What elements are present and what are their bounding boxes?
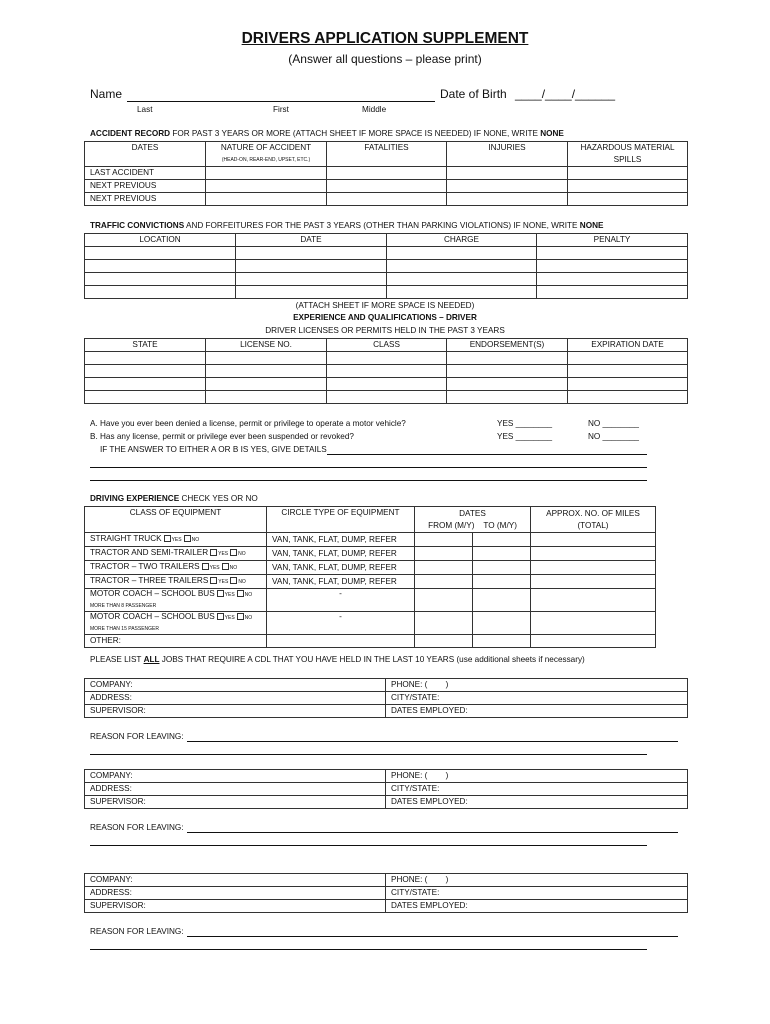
job-table xyxy=(84,678,688,718)
accident-cell[interactable] xyxy=(206,180,327,193)
yes-checkbox[interactable] xyxy=(164,535,171,542)
licenses-col-expiration: EXPIRATION DATE xyxy=(568,339,688,352)
accident-col-fatalities: FATALITIES xyxy=(327,142,447,167)
driving-cell[interactable] xyxy=(473,589,531,612)
accident-col-hazmat-label: HAZARDOUS MATERIAL xyxy=(580,143,675,152)
no-checkbox[interactable] xyxy=(237,590,244,597)
accident-row-label: NEXT PREVIOUS xyxy=(85,180,206,193)
details-line[interactable] xyxy=(90,480,647,481)
dob-label: Date of Birth xyxy=(440,87,507,101)
licenses-cell[interactable] xyxy=(568,352,688,365)
driving-cell[interactable] xyxy=(473,561,531,575)
driving-cell[interactable] xyxy=(473,612,531,635)
no-checkbox[interactable] xyxy=(230,549,237,556)
driving-col-dates-sub: FROM (M/Y) TO (M/Y) xyxy=(428,520,517,530)
driving-row xyxy=(85,533,656,547)
driving-cell[interactable] xyxy=(473,635,531,648)
licenses-cell[interactable] xyxy=(447,365,568,378)
job-reason-line[interactable] xyxy=(90,845,647,846)
details-line[interactable] xyxy=(327,454,647,455)
driving-cell[interactable] xyxy=(531,547,656,561)
licenses-row xyxy=(85,365,688,378)
driving-cell[interactable] xyxy=(531,612,656,635)
traffic-col-charge: CHARGE xyxy=(387,234,537,247)
job-reason-line[interactable] xyxy=(187,741,678,742)
question-a: A. Have you ever been denied a license, permit or privilege to operate a motor vehicle? xyxy=(90,419,406,428)
driving-cell[interactable] xyxy=(415,575,473,589)
no-checkbox[interactable] xyxy=(222,563,229,570)
yes-checkbox[interactable] xyxy=(202,563,209,570)
driving-row-class xyxy=(85,589,267,612)
job-table xyxy=(84,873,688,913)
job-address[interactable]: ADDRESS: xyxy=(85,887,386,900)
yes-checkbox[interactable] xyxy=(217,613,224,620)
licenses-cell[interactable] xyxy=(327,391,447,404)
driving-cell[interactable] xyxy=(415,533,473,547)
licenses-cell[interactable] xyxy=(447,352,568,365)
traffic-cell[interactable] xyxy=(387,247,537,260)
traffic-cell[interactable] xyxy=(236,247,387,260)
driving-other: OTHER: xyxy=(85,635,267,648)
traffic-row xyxy=(85,286,688,299)
driving-table xyxy=(84,506,656,533)
licenses-cell[interactable] xyxy=(327,352,447,365)
job-phone[interactable]: PHONE: ( ) xyxy=(386,679,688,692)
driving-row-type[interactable]: VAN, TANK, FLAT, DUMP, REFER xyxy=(267,575,415,589)
driving-table-body xyxy=(84,532,656,648)
traffic-heading-text: AND FORFEITURES FOR THE PAST 3 YEARS (OTHER THAN PARKING VIOLATIONS) IF NONE, WRITE xyxy=(184,221,580,230)
accident-row-label: NEXT PREVIOUS xyxy=(85,193,206,206)
driving-row-type[interactable]: VAN, TANK, FLAT, DUMP, REFER xyxy=(267,561,415,575)
driving-row-class xyxy=(85,561,267,575)
driving-row-type[interactable]: VAN, TANK, FLAT, DUMP, REFER xyxy=(267,547,415,561)
job-city-state[interactable]: CITY/STATE: xyxy=(386,887,688,900)
traffic-cell[interactable] xyxy=(85,286,236,299)
traffic-row xyxy=(85,260,688,273)
attach-note: (ATTACH SHEET IF MORE SPACE IS NEEDED) xyxy=(295,301,475,310)
accident-row xyxy=(85,167,688,180)
driving-col-miles xyxy=(531,507,656,533)
job-dates-employed[interactable]: DATES EMPLOYED: xyxy=(386,705,688,718)
accident-cell[interactable] xyxy=(327,180,447,193)
question-a-no[interactable]: NO ________ xyxy=(588,419,639,428)
page-title: DRIVERS APPLICATION SUPPLEMENT xyxy=(241,30,529,47)
driving-cell[interactable] xyxy=(473,547,531,561)
job-reason-line[interactable] xyxy=(187,936,678,937)
traffic-cell[interactable] xyxy=(537,260,688,273)
job-city-state[interactable]: CITY/STATE: xyxy=(386,692,688,705)
jobs-prompt-post: JOBS THAT REQUIRE A CDL THAT YOU HAVE HELD IN THE LAST 10 YEARS (use additional sheets if necessary) xyxy=(159,655,585,664)
driving-row-class xyxy=(85,533,267,547)
licenses-heading: DRIVER LICENSES OR PERMITS HELD IN THE PAST 3 YEARS xyxy=(265,326,505,335)
traffic-cell[interactable] xyxy=(236,273,387,286)
traffic-cell[interactable] xyxy=(85,260,236,273)
driving-heading-bold: DRIVING EXPERIENCE xyxy=(90,494,180,503)
no-checkbox-label: NO xyxy=(229,565,238,571)
accident-cell[interactable] xyxy=(447,167,568,180)
jobs-prompt-all: ALL xyxy=(143,655,160,664)
accident-heading-none: NONE xyxy=(540,129,564,138)
job-city-state[interactable]: CITY/STATE: xyxy=(386,783,688,796)
job-company[interactable]: COMPANY: xyxy=(85,770,386,783)
driving-row-note: MORE THAN 8 PASSENGER xyxy=(90,603,157,609)
accident-cell[interactable] xyxy=(568,180,688,193)
job-address[interactable]: ADDRESS: xyxy=(85,783,386,796)
yes-checkbox[interactable] xyxy=(217,590,224,597)
driving-cell[interactable] xyxy=(415,612,473,635)
yes-checkbox-label: YES xyxy=(171,537,182,543)
jobs-prompt xyxy=(90,655,585,664)
driving-cell[interactable] xyxy=(531,575,656,589)
licenses-cell[interactable] xyxy=(85,378,206,391)
driving-col-miles-label: APPROX. NO. OF MILES xyxy=(546,508,640,518)
no-checkbox-label: NO xyxy=(191,537,200,543)
traffic-cell[interactable] xyxy=(537,273,688,286)
accident-heading xyxy=(90,129,564,138)
licenses-cell[interactable] xyxy=(206,352,327,365)
no-checkbox[interactable] xyxy=(184,535,191,542)
driving-row xyxy=(85,547,656,561)
driving-row xyxy=(85,589,656,612)
driving-row-type[interactable]: VAN, TANK, FLAT, DUMP, REFER xyxy=(267,533,415,547)
no-checkbox-label: NO xyxy=(244,592,253,598)
yes-checkbox-label: YES xyxy=(224,592,235,598)
driving-row-class xyxy=(85,612,267,635)
traffic-cell[interactable] xyxy=(537,286,688,299)
driving-cell[interactable] xyxy=(267,635,415,648)
question-b-yes[interactable]: YES ________ xyxy=(497,432,553,441)
licenses-cell[interactable] xyxy=(327,365,447,378)
driving-row xyxy=(85,575,656,589)
accident-col-hazmat xyxy=(568,142,688,167)
driving-row-type[interactable]: - xyxy=(267,612,415,635)
licenses-cell[interactable] xyxy=(568,365,688,378)
job-dates-employed[interactable]: DATES EMPLOYED: xyxy=(386,900,688,913)
accident-cell[interactable] xyxy=(327,193,447,206)
no-checkbox-label: NO xyxy=(238,551,246,557)
driving-row-type[interactable]: - xyxy=(267,589,415,612)
licenses-cell[interactable] xyxy=(568,391,688,404)
licenses-col-state: STATE xyxy=(85,339,206,352)
job-phone[interactable]: PHONE: ( ) xyxy=(386,770,688,783)
licenses-cell[interactable] xyxy=(85,352,206,365)
driving-row-label: TRACTOR – THREE TRAILERS xyxy=(90,576,209,585)
licenses-row xyxy=(85,352,688,365)
driving-row-note: MORE THAN 15 PASSENGER xyxy=(90,626,159,632)
driving-col-class: CLASS OF EQUIPMENT xyxy=(85,507,267,533)
licenses-col-endorsements: ENDORSEMENT(S) xyxy=(447,339,568,352)
yes-checkbox[interactable] xyxy=(210,577,217,584)
traffic-col-date: DATE xyxy=(236,234,387,247)
traffic-heading-none: NONE xyxy=(579,221,604,230)
jobs-prompt-pre: PLEASE LIST xyxy=(90,655,144,664)
driving-heading-text: CHECK YES OR NO xyxy=(179,494,258,503)
dob-field[interactable]: ____/____/______ xyxy=(515,87,616,101)
driving-row-label: MOTOR COACH – SCHOOL BUS xyxy=(90,589,215,598)
job-reason-line[interactable] xyxy=(90,754,647,755)
driving-cell[interactable] xyxy=(415,561,473,575)
name-last-label: Last xyxy=(137,105,153,114)
licenses-cell[interactable] xyxy=(206,365,327,378)
driving-row-label: MOTOR COACH – SCHOOL BUS xyxy=(90,612,215,621)
driving-col-dates xyxy=(415,507,531,533)
licenses-col-class: CLASS xyxy=(327,339,447,352)
traffic-cell[interactable] xyxy=(236,260,387,273)
accident-cell[interactable] xyxy=(447,193,568,206)
accident-col-dates: DATES xyxy=(85,142,206,167)
driving-cell[interactable] xyxy=(531,589,656,612)
licenses-col-number: LICENSE NO. xyxy=(206,339,327,352)
accident-col-nature-label: NATURE OF ACCIDENT xyxy=(220,143,312,152)
traffic-cell[interactable] xyxy=(387,260,537,273)
driving-cell[interactable] xyxy=(415,547,473,561)
driving-heading xyxy=(90,494,258,503)
yes-checkbox[interactable] xyxy=(210,549,217,556)
licenses-cell[interactable] xyxy=(85,365,206,378)
accident-row-label: LAST ACCIDENT xyxy=(85,167,206,180)
name-label: Name xyxy=(90,87,123,101)
yes-checkbox-label: YES xyxy=(218,579,229,585)
accident-heading-text: FOR PAST 3 YEARS OR MORE (ATTACH SHEET IF MORE SPACE IS NEEDED) IF NONE, WRITE xyxy=(170,129,541,138)
licenses-cell[interactable] xyxy=(447,378,568,391)
job-address[interactable]: ADDRESS: xyxy=(85,692,386,705)
job-reason-label: REASON FOR LEAVING: xyxy=(90,823,184,832)
driving-row-label: TRACTOR AND SEMI-TRAILER xyxy=(90,548,209,557)
licenses-cell[interactable] xyxy=(447,391,568,404)
accident-cell[interactable] xyxy=(568,167,688,180)
traffic-cell[interactable] xyxy=(387,286,537,299)
job-supervisor[interactable]: SUPERVISOR: xyxy=(85,705,386,718)
job-supervisor[interactable]: SUPERVISOR: xyxy=(85,796,386,809)
driving-row-label: TRACTOR – TWO TRAILERS xyxy=(90,562,200,571)
accident-row xyxy=(85,180,688,193)
traffic-col-penalty: PENALTY xyxy=(537,234,688,247)
driving-row xyxy=(85,561,656,575)
driving-cell[interactable] xyxy=(531,561,656,575)
licenses-row xyxy=(85,378,688,391)
job-company[interactable]: COMPANY: xyxy=(85,874,386,887)
accident-cell[interactable] xyxy=(206,167,327,180)
driving-row-class xyxy=(85,547,267,561)
driving-col-type: CIRCLE TYPE OF EQUIPMENT xyxy=(267,507,415,533)
traffic-cell[interactable] xyxy=(85,273,236,286)
driving-cell[interactable] xyxy=(415,635,473,648)
accident-table xyxy=(84,141,688,206)
no-checkbox-label: NO xyxy=(238,579,246,585)
accident-cell[interactable] xyxy=(447,180,568,193)
licenses-row xyxy=(85,391,688,404)
job-table xyxy=(84,769,688,809)
traffic-row xyxy=(85,247,688,260)
job-supervisor[interactable]: SUPERVISOR: xyxy=(85,900,386,913)
yes-checkbox-label: YES xyxy=(224,615,235,621)
job-reason-label: REASON FOR LEAVING: xyxy=(90,732,184,741)
job-reason-line[interactable] xyxy=(90,949,647,950)
accident-col-nature xyxy=(206,142,327,167)
job-company[interactable]: COMPANY: xyxy=(85,679,386,692)
job-dates-employed[interactable]: DATES EMPLOYED: xyxy=(386,796,688,809)
name-first-label: First xyxy=(273,105,289,114)
accident-cell[interactable] xyxy=(568,193,688,206)
traffic-heading-bold: TRAFFIC CONVICTIONS xyxy=(90,221,185,230)
job-reason-label: REASON FOR LEAVING: xyxy=(90,927,184,936)
no-checkbox-label: NO xyxy=(244,615,253,621)
details-line[interactable] xyxy=(90,467,647,468)
driving-row xyxy=(85,612,656,635)
yes-checkbox-label: YES xyxy=(218,551,229,557)
driving-row-class xyxy=(85,575,267,589)
accident-col-nature-sub: (HEAD-ON, REAR-END, UPSET, ETC.) xyxy=(221,157,311,163)
traffic-cell[interactable] xyxy=(537,247,688,260)
driving-cell[interactable] xyxy=(473,575,531,589)
driving-cell[interactable] xyxy=(531,533,656,547)
licenses-cell[interactable] xyxy=(206,391,327,404)
traffic-cell[interactable] xyxy=(85,247,236,260)
licenses-cell[interactable] xyxy=(206,378,327,391)
driving-cell[interactable] xyxy=(415,589,473,612)
question-b-no[interactable]: NO ________ xyxy=(588,432,639,441)
traffic-cell[interactable] xyxy=(236,286,387,299)
driving-cell[interactable] xyxy=(473,533,531,547)
traffic-heading xyxy=(90,221,603,230)
job-reason-line[interactable] xyxy=(187,832,678,833)
accident-cell[interactable] xyxy=(327,167,447,180)
page-subtitle: (Answer all questions – please print) xyxy=(288,52,482,66)
driving-col-dates-label: DATES xyxy=(459,508,486,518)
licenses-cell[interactable] xyxy=(85,391,206,404)
accident-heading-bold: ACCIDENT RECORD xyxy=(90,129,171,138)
job-phone[interactable]: PHONE: ( ) xyxy=(386,874,688,887)
licenses-cell[interactable] xyxy=(568,378,688,391)
driving-row-label: STRAIGHT TRUCK xyxy=(90,534,162,543)
traffic-table xyxy=(84,233,688,299)
yes-checkbox-label: YES xyxy=(209,565,220,571)
accident-col-injuries: INJURIES xyxy=(447,142,568,167)
accident-cell[interactable] xyxy=(206,193,327,206)
no-checkbox[interactable] xyxy=(230,577,237,584)
traffic-cell[interactable] xyxy=(387,273,537,286)
driving-col-miles-sub: (TOTAL) xyxy=(577,520,609,530)
licenses-table xyxy=(84,338,688,404)
accident-col-hazmat-sub: SPILLS xyxy=(613,155,642,164)
question-b: B. Has any license, permit or privilege ever been suspended or revoked? xyxy=(90,432,354,441)
no-checkbox[interactable] xyxy=(237,613,244,620)
accident-row xyxy=(85,193,688,206)
name-field[interactable] xyxy=(127,89,435,102)
exp-qual-heading: EXPERIENCE AND QUALIFICATIONS – DRIVER xyxy=(293,313,477,322)
name-middle-label: Middle xyxy=(362,105,387,114)
driving-cell[interactable] xyxy=(531,635,656,648)
question-a-yes[interactable]: YES ________ xyxy=(497,419,553,428)
licenses-cell[interactable] xyxy=(327,378,447,391)
traffic-col-location: LOCATION xyxy=(85,234,236,247)
details-prompt: IF THE ANSWER TO EITHER A OR B IS YES, GIVE DETAILS xyxy=(100,445,327,454)
traffic-row xyxy=(85,273,688,286)
